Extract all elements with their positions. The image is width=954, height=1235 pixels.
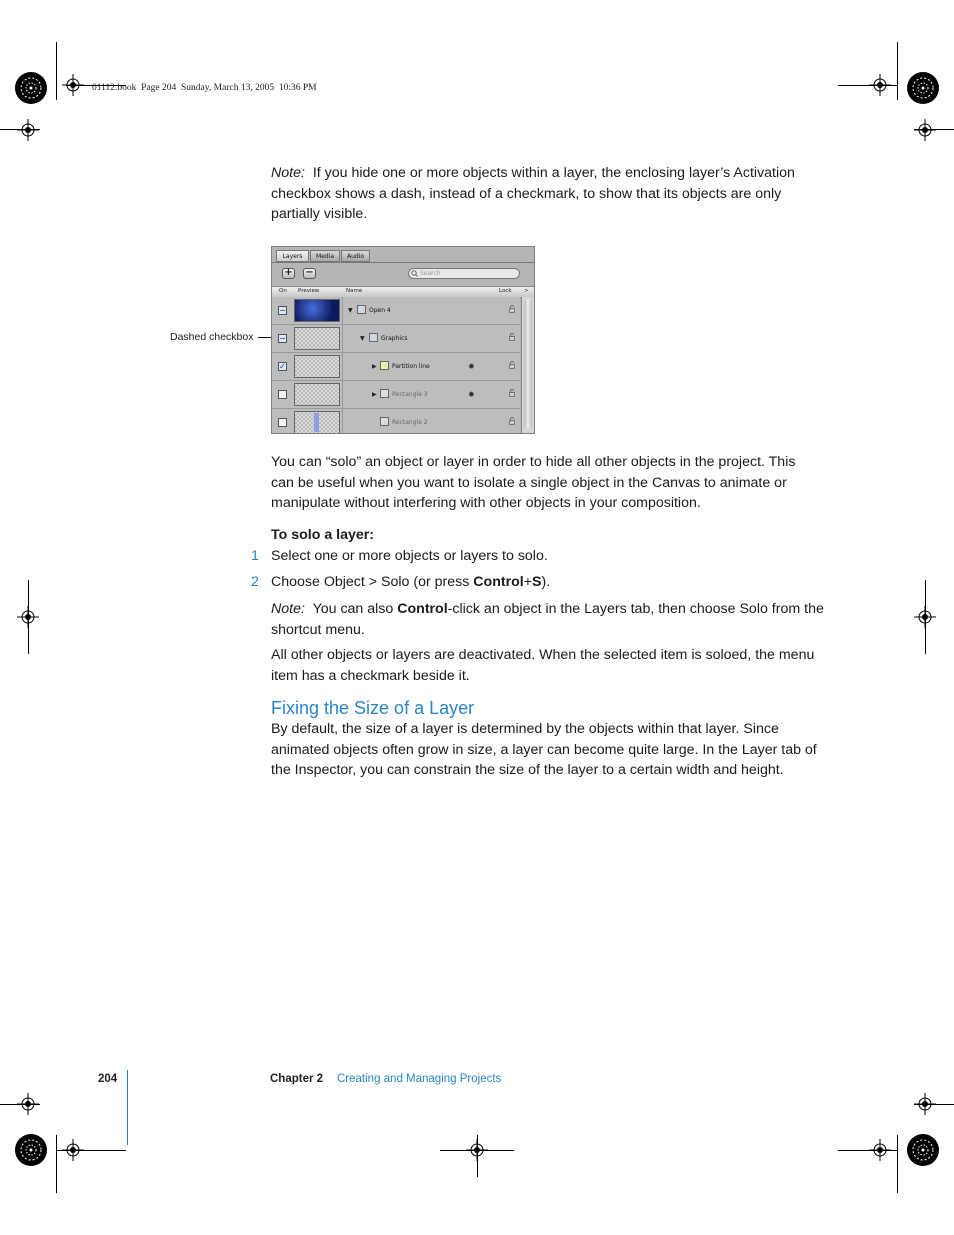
note-text-post: -click an object in the Layers tab, then choose Solo from the shortcut menu. [271,601,824,638]
procedure-heading: To solo a layer: [271,527,375,543]
layer-stack-icon [357,305,366,314]
step-number: 2 [251,574,259,590]
step-text-pre: Choose Object > Solo (or press [271,574,474,590]
key-s: S [532,574,542,590]
gear-icon[interactable]: ✹ [468,362,475,371]
footer-chapter: Chapter 2 [270,1073,324,1085]
layer-thumbnail [294,299,340,322]
note-text: If you hide one or more objects within a layer, the enclosing layer’s Activation checkbox shows a dash, instead of a checkmark, to show that its objects are only partially visible. [271,165,795,223]
note-label: Note: [271,601,305,617]
layer-stack-icon [369,333,378,342]
registration-mark-icon [17,606,39,628]
shape-icon [380,389,389,398]
lock-icon[interactable] [509,417,515,425]
disclosure-triangle-icon[interactable]: ▼ [348,307,353,314]
layer-name: Open 4 [369,307,391,314]
tab-layers[interactable]: Layers [276,250,309,262]
layer-row[interactable] [272,409,520,434]
lock-icon[interactable] [509,389,515,397]
lock-icon[interactable] [509,305,515,313]
footer-chapter-title: Creating and Managing Projects [337,1073,502,1085]
disclosure-triangle-icon[interactable]: ▶ [372,391,377,398]
layer-thumbnail [294,411,340,434]
registration-mark-icon [914,1093,936,1115]
step-text [271,572,550,593]
page-number: 204 [98,1073,118,1085]
activation-checkbox-dash[interactable]: − [279,306,286,315]
note-paragraph [271,599,827,640]
section-body: By default, the size of a layer is determined by the objects within that layer. Since animated objects often grow in size, a layer can become quite large. In the Layer tab of the Inspector, you can constrain the size of the layer to a certain width and height. [271,721,817,779]
registration-mark-icon [17,1093,39,1115]
column-lock[interactable]: Lock [499,288,512,294]
layer-name: Partition line [392,363,430,370]
shape-icon [380,361,389,370]
starburst-target-icon [14,1133,48,1167]
registration-mark-icon [914,119,936,141]
remove-layer-button[interactable]: − [303,268,316,279]
footer-rule [127,1070,128,1145]
layer-name: Graphics [381,335,408,342]
lock-icon[interactable] [509,333,515,341]
registration-mark-icon [869,1139,891,1161]
column-name[interactable]: Name [346,288,363,294]
deactivated-paragraph: All other objects or layers are deactivated. When the selected item is soloed, the menu item has a checkmark beside it. [271,647,815,684]
registration-mark-icon [62,74,84,96]
add-layer-button[interactable]: + [282,268,295,279]
disclosure-triangle-icon[interactable]: ▼ [360,335,365,342]
starburst-target-icon [906,71,940,105]
column-on[interactable]: On [279,288,287,294]
activation-checkbox-empty[interactable] [278,418,287,427]
tab-audio[interactable]: Audio [341,250,370,262]
activation-checkbox-checked[interactable]: ✓ [279,362,286,371]
layer-row[interactable] [272,325,520,353]
solo-paragraph: You can “solo” an object or layer in order to hide all other objects in the project. This can be useful when you want to isolate a single object in the Canvas to animate or manipulate without interfering with other objects in your composition. [271,454,796,512]
step-text-post: ). [541,574,551,590]
layer-name: Rectangle 3 [392,391,428,398]
key-control: Control [473,574,524,590]
registration-mark-icon [62,1139,84,1161]
note-paragraph [271,163,816,225]
key-control: Control [397,601,448,617]
gear-icon[interactable]: ✹ [468,390,475,399]
step-text: Select one or more objects or layers to solo. [271,548,548,564]
layer-name: Rectangle 2 [392,419,428,426]
layer-thumbnail [294,355,340,378]
registration-mark-icon [466,1139,488,1161]
layers-panel-screenshot [271,246,535,434]
figure-callout: Dashed checkbox [170,331,254,343]
lock-icon[interactable] [509,361,515,369]
registration-mark-icon [17,119,39,141]
activation-checkbox-empty[interactable] [278,390,287,399]
step-number: 1 [251,548,259,564]
print-slug: 01112.book Page 204 Sunday, March 13, 2005 10:36 PM [92,83,317,93]
search-icon [411,270,418,277]
layer-row[interactable] [272,297,520,325]
starburst-target-icon [14,71,48,105]
registration-mark-icon [914,606,936,628]
note-label: Note: [271,165,305,181]
registration-mark-icon [869,74,891,96]
tab-media[interactable]: Media [310,250,340,262]
layer-row[interactable] [272,353,520,381]
column-more-button[interactable]: > [524,288,529,294]
disclosure-triangle-icon[interactable]: ▶ [372,363,377,370]
layer-thumbnail [294,327,340,350]
column-preview[interactable]: Preview [298,288,320,294]
layer-row[interactable] [272,381,520,409]
section-title: Fixing the Size of a Layer [271,698,475,718]
search-input[interactable]: Search [408,268,520,279]
starburst-target-icon [906,1133,940,1167]
vertical-scrollbar[interactable] [521,297,535,433]
key-plus: + [523,574,533,590]
note-text-pre: You can also [312,601,398,617]
layer-thumbnail [294,383,340,406]
shape-icon [380,417,389,426]
activation-checkbox-dash[interactable]: − [279,334,286,343]
